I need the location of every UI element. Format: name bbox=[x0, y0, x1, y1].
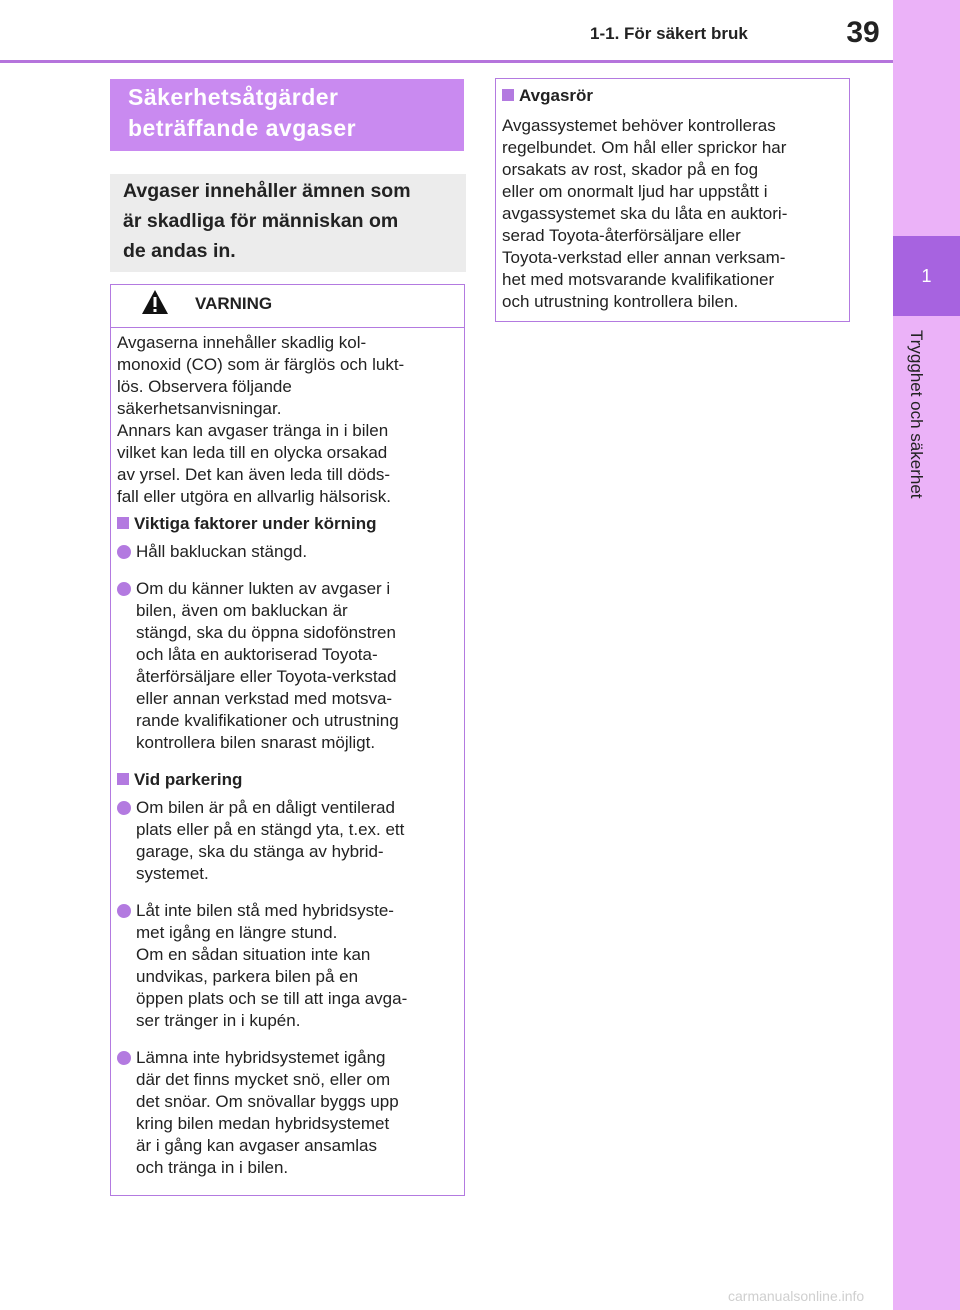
watermark: carmanualsonline.info bbox=[728, 1288, 865, 1304]
round-bullet-icon bbox=[117, 801, 131, 815]
list-item bbox=[117, 1047, 452, 1179]
list-item-text: Låt inte bilen stå med hybridsyste- met igång en längre stund. Om en sådan situation inte kan undvikas, parkera bilen på en öppen plats och se till att inga avga- ser tränger in i kupén. bbox=[136, 901, 408, 1030]
list-item-text: Om bilen är på en dåligt ventilerad plats eller på en stängd yta, t.ex. ett garage, ska du stänga av hybrid- systemet. bbox=[136, 798, 405, 883]
exhaust-pipe-heading-text: Avgasrör bbox=[519, 86, 594, 105]
chapter-number-tab[interactable]: 1 bbox=[893, 236, 960, 316]
exhaust-pipe-heading bbox=[502, 85, 839, 107]
list-item-text: Lämna inte hybridsystemet igång där det finns mycket snö, eller om det snöar. Om snövallar byggs upp kring bilen medan hybridsystemet är i gång kan avgaser ansamlas och tränga in i bilen. bbox=[136, 1048, 399, 1177]
exhaust-pipe-text: Avgassystemet behöver kontrolleras regelbundet. Om hål eller sprickor har orsakats av rost, skador på en fog eller om onormalt ljud har uppstått i avgassystemet ska du låta en auktori- serad Toyota-återförsäljare eller Toyota-verkstad eller annan verksam- het med motsvarande kvalifikationer och utrustning kontrollera bilen. bbox=[502, 116, 788, 311]
warning-label: VARNING bbox=[195, 294, 273, 313]
warning-box bbox=[110, 284, 465, 1196]
page-heading bbox=[110, 79, 464, 151]
subheading-parking-text: Vid parkering bbox=[134, 770, 243, 789]
round-bullet-icon bbox=[117, 545, 131, 559]
warning-intro: Avgaserna innehåller skadlig kol- monoxid (CO) som är färglös och lukt- lös. Observera följande säkerhetsanvisningar. Annars kan avgaser tränga in i bilen vilket kan leda till en olycka orsakad av yrsel. Det kan även leda till döds- fall eller utgöra en allvarlig hälsorisk. bbox=[117, 333, 405, 506]
square-bullet-icon bbox=[117, 773, 129, 785]
chapter-title-vertical: Trygghet och säkerhet bbox=[907, 330, 926, 499]
list-item-text: Håll bakluckan stängd. bbox=[136, 542, 308, 561]
warning-triangle-icon bbox=[141, 289, 169, 315]
exhaust-pipe-box bbox=[495, 78, 850, 322]
square-bullet-icon bbox=[117, 517, 129, 529]
subheading-parking bbox=[117, 769, 452, 791]
list-item bbox=[117, 541, 452, 563]
list-item bbox=[117, 900, 452, 1032]
list-item bbox=[117, 578, 452, 754]
page-number: 39 bbox=[846, 16, 880, 49]
square-bullet-icon bbox=[502, 89, 514, 101]
list-item bbox=[117, 797, 452, 885]
section-title: 1-1. För säkert bruk bbox=[590, 24, 748, 43]
header-divider bbox=[0, 60, 893, 63]
warning-header bbox=[111, 285, 464, 328]
round-bullet-icon bbox=[117, 904, 131, 918]
summary-text: Avgaser innehåller ämnen som är skadliga för människan om de andas in. bbox=[123, 180, 411, 262]
summary-box bbox=[110, 174, 466, 272]
warning-body bbox=[111, 328, 464, 1179]
chapter-side-strip bbox=[893, 0, 960, 1310]
page-heading-text: Säkerhetsåtgärder beträffande avgaser bbox=[128, 84, 357, 141]
subheading-driving-text: Viktiga faktorer under körning bbox=[134, 514, 377, 533]
round-bullet-icon bbox=[117, 1051, 131, 1065]
subheading-driving bbox=[117, 513, 452, 535]
round-bullet-icon bbox=[117, 582, 131, 596]
list-item-text: Om du känner lukten av avgaser i bilen, även om bakluckan är stängd, ska du öppna sidofönstren och låta en auktoriserad Toyota- återförsäljare eller Toyota-verkstad eller annan verkstad med motsva- rande kvalifikationer och utrustning kontrollera bilen snarast möjligt. bbox=[136, 579, 399, 752]
